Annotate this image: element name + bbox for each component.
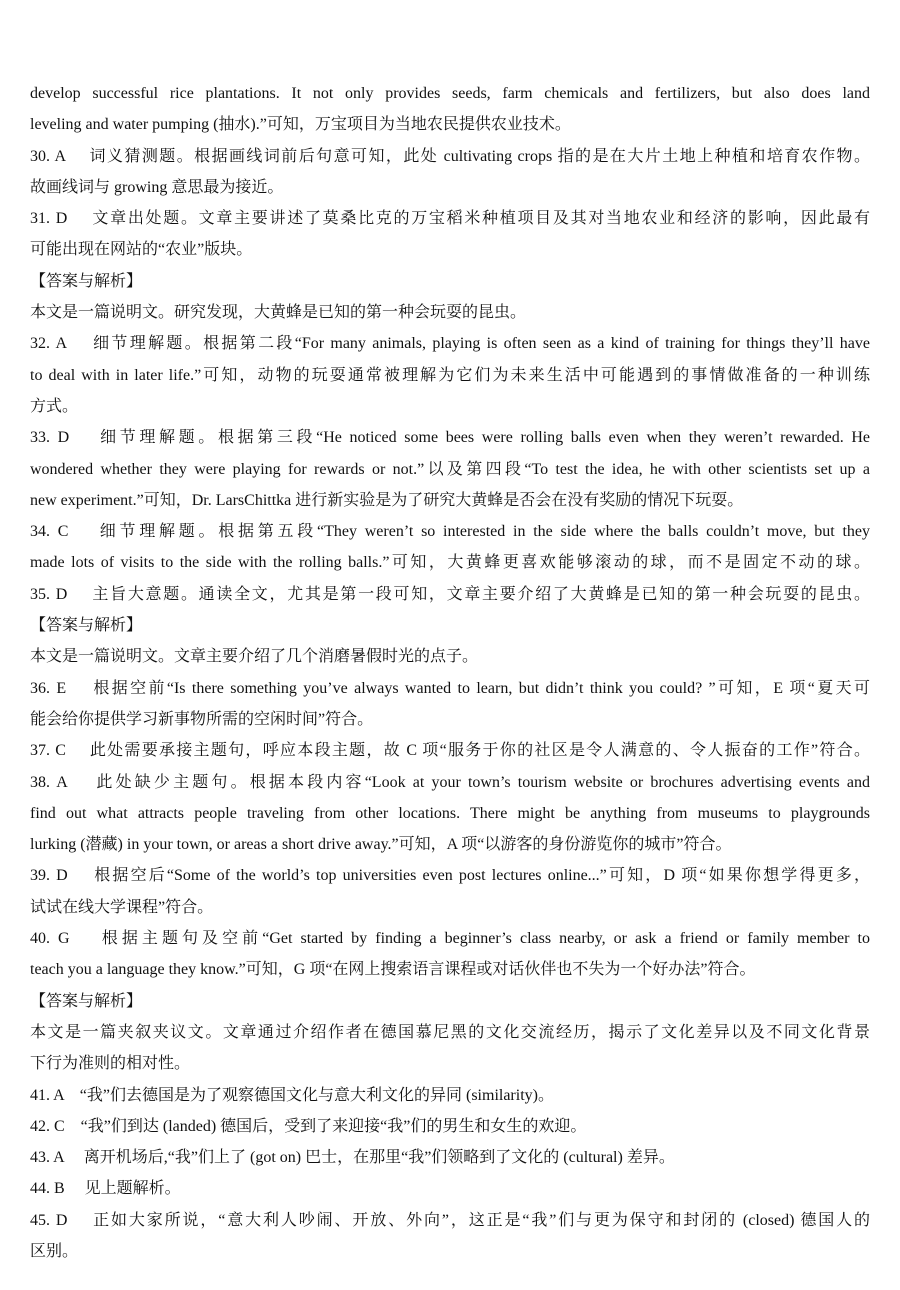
text-line: 【答案与解析】	[30, 272, 143, 290]
text-line: 试试在线大学课程”符合。	[30, 898, 214, 916]
text-line: lurking (潜藏) in your town, or areas a short drive away.”可知，A 项“以游客的身份游览你的城市”符合。	[30, 836, 732, 854]
text-line: 38. A 此处缺少主题句。根据本段内容“Look at your town’s tourism website or brochures advertising events and	[30, 773, 870, 791]
text-line: find out what attracts people traveling from other locations. There might be anything from museums to playgrounds	[30, 804, 870, 822]
text-line: 【答案与解析】	[30, 617, 143, 635]
text-line: 45. D 正如大家所说，“意大利人吵闹、开放、外向”，这正是“我”们与更为保守和封闭的 (closed) 德国人的	[30, 1211, 870, 1229]
text-line: made lots of visits to the side with the rolling balls.”可知，大黄蜂更喜欢能够滚动的球，而不是固定不动的球。	[30, 554, 870, 572]
text-line: 方式。	[30, 397, 79, 415]
text-line: 37. C 此处需要承接主题句，呼应本段主题，故 C 项“服务于你的社区是令人满意的、令人振奋的工作”符合。	[30, 742, 870, 760]
text-line: wondered whether they were playing for rewards or not.”以及第四段“To test the idea, he with other scientists set up a	[30, 460, 870, 478]
text-line: 本文是一篇夹叙夹议文。文章通过介绍作者在德国慕尼黑的文化交流经历，揭示了文化差异以及不同文化背景	[30, 1023, 870, 1041]
text-line: 44. B 见上题解析。	[30, 1180, 181, 1198]
text-line: leveling and water pumping (抽水).”可知，万宝项目为当地农民提供农业技术。	[30, 116, 571, 134]
text-line: 能会给你提供学习新事物所需的空闲时间”符合。	[30, 710, 374, 728]
document-page	[30, 78, 870, 1267]
text-line: 40. G 根据主题句及空前“Get started by finding a beginner’s class nearby, or ask a friend or family member to	[30, 930, 870, 948]
text-line: 31. D 文章出处题。文章主要讲述了莫桑比克的万宝稻米种植项目及其对当地农业和经济的影响，因此最有	[30, 210, 870, 228]
text-line: 本文是一篇说明文。文章主要介绍了几个消磨暑假时光的点子。	[30, 648, 479, 666]
text-line: 39. D 根据空后“Some of the world’s top universities even post lectures online...”可知，D 项“如果你想学得更多，	[30, 867, 870, 885]
text-line: 32. A 细节理解题。根据第二段“For many animals, playing is often seen as a kind of training for things they’ll have	[30, 335, 870, 353]
text-line: 【答案与解析】	[30, 992, 143, 1010]
text-line: 区别。	[30, 1242, 79, 1260]
text-line: 可能出现在网站的“农业”版块。	[30, 241, 253, 259]
text-line: 43. A 离开机场后,“我”们上了 (got on) 巴士，在那里“我”们领略到了文化的 (cultural) 差异。	[30, 1149, 675, 1167]
text-line: teach you a language they know.”可知，G 项“在网上搜索语言课程或对话伙伴也不失为一个好办法”符合。	[30, 961, 756, 979]
text-line: 30. A 词义猜测题。根据画线词前后句意可知，此处 cultivating crops 指的是在大片土地上种植和培育农作物。	[30, 147, 870, 165]
text-line: 本文是一篇说明文。研究发现，大黄蜂是已知的第一种会玩耍的昆虫。	[30, 304, 527, 322]
text-line: 34. C 细节理解题。根据第五段“They weren’t so interested in the side where the balls couldn’t move, but they	[30, 523, 870, 541]
text-line: 下行为准则的相对性。	[30, 1055, 191, 1073]
text-line: 41. A “我”们去德国是为了观察德国文化与意大利文化的异同 (similarity)。	[30, 1086, 554, 1104]
text-line: 36. E 根据空前“Is there something you’ve always wanted to learn, but didn’t think you could? ”可知，E 项“夏天可	[30, 679, 870, 697]
text-line: to deal with in later life.”可知，动物的玩耍通常被理解为它们为未来生活中可能遇到的事情做准备的一种训练	[30, 366, 870, 384]
text-line: 42. C “我”们到达 (landed) 德国后，受到了来迎接“我”们的男生和女生的欢迎。	[30, 1117, 587, 1135]
text-line: 33. D 细节理解题。根据第三段“He noticed some bees were rolling balls even when they weren’t rewarded. He	[30, 429, 870, 447]
text-line: develop successful rice plantations. It not only provides seeds, farm chemicals and fertilizers, but also does land	[30, 85, 870, 102]
text-line: 故画线词与 growing 意思最为接近。	[30, 178, 284, 196]
text-line: new experiment.”可知，Dr. LarsChittka 进行新实验是为了研究大黄蜂是否会在没有奖励的情况下玩耍。	[30, 491, 744, 509]
text-line: 35. D 主旨大意题。通读全文，尤其是第一段可知，文章主要介绍了大黄蜂是已知的第一种会玩耍的昆虫。	[30, 585, 870, 603]
